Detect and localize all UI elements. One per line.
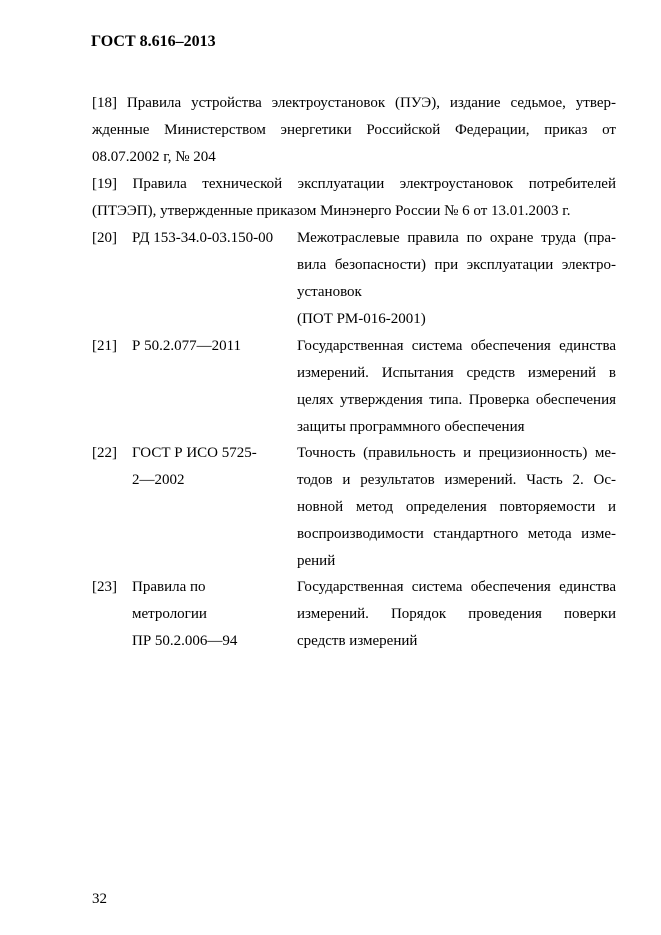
reference-line: (ПТЭЭП), утвержденные приказом Минэнерго России № 6 от 13.01.2003 г. [92,203,571,219]
reference-description-line: (ПОТ РМ-016-2001) [297,311,426,327]
reference-number: [20] [92,230,117,246]
reference-code-line: ПР 50.2.006—94 [132,633,238,649]
reference-description-line: рений [297,553,336,569]
reference-code [132,440,292,494]
reference-19 [92,171,616,225]
reference-description [297,333,616,441]
reference-description-line: Межотраслевые правила по охране труда (пра- [297,230,616,246]
reference-number: [23] [92,579,117,595]
reference-description-line: воспроизводимости стандартного метода изме- [297,526,616,542]
reference-description-line: средств измерений [297,633,418,649]
reference-description-line: вила безопасности) при эксплуатации электро- [297,257,616,273]
reference-description-line: новной метод определения повторяемости и [297,499,616,515]
reference-description [297,225,616,333]
reference-description-line: Государственная система обеспечения единства [297,338,616,354]
reference-description [297,440,616,575]
reference-code-line: Р 50.2.077—2011 [132,338,242,354]
reference-description-line: установок [297,284,362,300]
reference-code [132,333,292,360]
reference-code-line: ГОСТ Р ИСО 5725- [132,445,257,461]
reference-code-line: метрологии [132,606,207,622]
reference-18 [92,90,616,171]
reference-description-line: тодов и результатов измерений. Часть 2. Ос- [297,472,616,488]
reference-code-line: РД 153-34.0-03.150-00 [132,230,274,246]
page-number: 32 [92,891,107,907]
reference-description-line: защиты программного обеспечения [297,419,525,435]
reference-number: [22] [92,445,117,461]
reference-line: жденные Министерством энергетики Российской Федерации, приказ от [92,122,616,138]
reference-line: [19] Правила технической эксплуатации электроустановок потребителей [92,176,616,192]
reference-description-line: измерений. Порядок проведения поверки [297,606,616,622]
reference-code-line: Правила по [132,579,206,595]
reference-description-line: целях утверждения типа. Проверка обеспечения [297,392,616,408]
reference-code-line: 2—2002 [132,472,185,488]
reference-number: [21] [92,338,117,354]
reference-description [297,574,616,655]
reference-line: [18] Правила устройства электроустановок (ПУЭ), издание седьмое, утвер- [92,95,616,111]
reference-code [132,225,292,252]
reference-description-line: Точность (правильность и прецизионность) ме- [297,445,616,461]
document-header-title: ГОСТ 8.616–2013 [91,33,216,50]
reference-description-line: Государственная система обеспечения единства [297,579,616,595]
reference-code [132,574,292,655]
reference-description-line: измерений. Испытания средств измерений в [297,365,616,381]
reference-line: 08.07.2002 г, № 204 [92,149,216,165]
